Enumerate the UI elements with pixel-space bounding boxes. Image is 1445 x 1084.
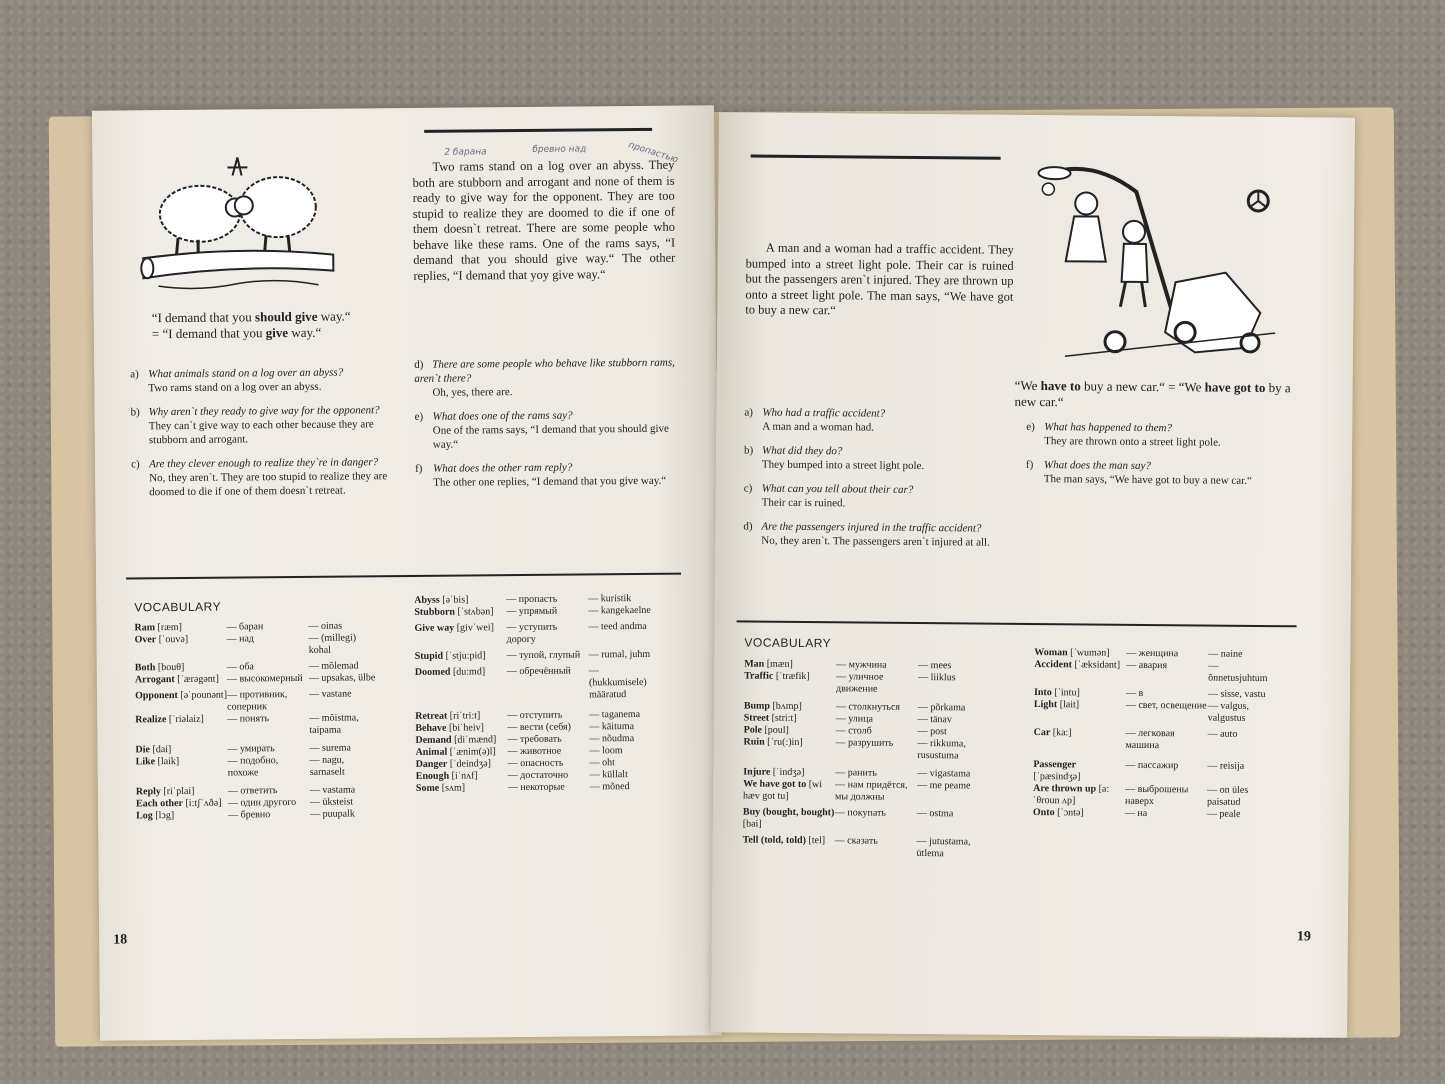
vocab-transcription: [əˈbis] <box>442 594 469 606</box>
vocab-estonian: — (hukkumisele) määratud <box>588 665 647 701</box>
vocab-transcription: [poul] <box>764 724 789 736</box>
man-icon <box>1123 221 1145 243</box>
vocab-row <box>415 665 690 703</box>
vocab-russian: — легковая машина <box>1125 727 1175 752</box>
vocab-estonian: — õnnetusjuhtum <box>1208 660 1268 685</box>
qa-answer: A man and a woman had. <box>762 420 875 434</box>
vocab-estonian: — kangekaelne <box>588 604 651 617</box>
vocab-estonian: — küllalt <box>589 769 628 781</box>
woman-icon <box>1075 192 1097 214</box>
vocab-word: Ruin <box>743 736 765 748</box>
qa-answer: Two rams stand on a log over an abyss. <box>148 380 322 395</box>
vocab-word: Car <box>1033 727 1051 739</box>
left-vocab-col-1 <box>134 620 411 822</box>
vocab-russian: — высокомерный <box>226 672 303 685</box>
vocab-russian: — пассажир <box>1125 759 1179 772</box>
vocab-estonian: — on üles paisatud <box>1206 784 1249 808</box>
vocab-russian: — достаточно <box>507 769 569 782</box>
rams-illustration <box>137 145 338 297</box>
vocab-russian: — выброшены наверх <box>1124 783 1189 808</box>
qa-label: f) <box>1025 458 1034 471</box>
vocab-rule <box>126 573 681 580</box>
vocab-row <box>136 808 411 822</box>
vocab-row <box>135 688 410 714</box>
vocab-word: Over <box>134 634 157 646</box>
vocab-estonian: — käituma <box>589 721 635 733</box>
vocab-word: Arrogant <box>134 674 175 686</box>
qa-item <box>744 443 1014 473</box>
vocab-transcription: [ˈwumən] <box>1070 647 1110 659</box>
vocab-russian: — один другого <box>227 796 297 809</box>
qa-question: What can you tell about their car? <box>761 482 914 496</box>
vocab-word: Traffic <box>744 670 774 682</box>
vocab-russian: — над <box>226 633 255 645</box>
vocab-transcription: [ˈɔntə] <box>1057 807 1084 819</box>
vocab-title: VOCABULARY <box>134 599 222 615</box>
vocab-row <box>743 736 1018 762</box>
vocab-russian: — упрямый <box>506 605 558 618</box>
vocab-russian: — ранить <box>835 767 877 779</box>
vocab-row <box>744 670 1019 696</box>
qa-label: b) <box>744 444 754 457</box>
vocab-row <box>1033 759 1323 786</box>
vocab-russian: — в <box>1125 687 1144 699</box>
vocab-russian: — подобно, похоже <box>227 755 279 779</box>
qa-answer: No, they aren`t. They are too stupid to realize they are doomed to die if one of them doesn`t retreat. <box>149 470 388 499</box>
qa-answer: Their car is ruined. <box>761 496 846 510</box>
qa-item <box>743 519 1013 549</box>
caption-text: by a new car.“ <box>1014 380 1291 410</box>
vocab-word: Die <box>135 744 151 756</box>
right-caption <box>1014 378 1299 412</box>
vocab-estonian: — ostma <box>916 807 954 820</box>
vocab-estonian: — jutustama, ütlema <box>916 835 971 860</box>
vocab-transcription: [ka:] <box>1052 727 1072 739</box>
page-number: 18 <box>113 932 128 948</box>
vocab-estonian: — põrkama <box>917 702 966 714</box>
left-qa-column-2 <box>414 356 685 500</box>
handwritten-note: пропастью <box>627 140 680 166</box>
vocab-estonian: — vigastama <box>917 767 971 780</box>
vocab-transcription: [ˈriəlaiz] <box>168 713 204 726</box>
vocab-transcription: [ˈærəgənt] <box>177 673 219 686</box>
vocab-row <box>1034 699 1324 726</box>
vocab-word: Enough <box>415 770 450 782</box>
vocab-estonian: — taganema <box>589 708 641 721</box>
vocab-transcription: [ˈæksidənt] <box>1074 659 1121 671</box>
vocab-estonian: — naine <box>1208 648 1243 660</box>
vocab-transcription: [a: ˈθroun ʌp] <box>1032 783 1110 807</box>
vocab-row <box>415 649 690 663</box>
qa-question: What does one of the rams say? <box>432 409 573 423</box>
vocab-transcription: [ˈstju:pid] <box>445 650 486 662</box>
vocab-row <box>416 781 691 795</box>
qa-item <box>415 460 685 490</box>
vocab-row <box>135 672 410 686</box>
qa-item <box>1026 458 1296 488</box>
vocab-estonian: — surema <box>309 742 351 754</box>
vocab-russian: — свет, освещение <box>1125 699 1207 712</box>
qa-question: What has happened to them? <box>1044 421 1173 435</box>
vocab-russian: — противник, соперник <box>227 689 288 713</box>
qa-question: Who had a traffic accident? <box>762 406 886 420</box>
left-caption <box>152 308 392 342</box>
right-qa-column-1 <box>743 405 1014 559</box>
qa-answer: They can`t give way to each other because they are stubborn and arrogant. <box>148 418 374 447</box>
vocab-russian: — тупой, глупый <box>506 649 581 662</box>
vocab-russian: — покупать <box>834 807 886 819</box>
vocab-estonian: — mõlemad <box>308 660 359 672</box>
vocab-word: Animal <box>415 746 448 758</box>
vocab-transcription: [iˈnʌf] <box>451 770 478 782</box>
qa-answer: The man says, “We have got to buy a new car.“ <box>1043 473 1252 487</box>
vocab-russian: — оба <box>226 661 254 673</box>
left-story <box>412 158 675 284</box>
vocab-word: Give way <box>414 622 455 634</box>
vocab-transcription: [ˈouvə] <box>158 633 189 646</box>
caption-bold: have got to <box>1204 379 1266 396</box>
vocab-word: Are thrown up <box>1033 783 1097 795</box>
vocab-word: Street <box>743 712 770 724</box>
vocab-row <box>743 806 1018 832</box>
vocab-transcription: [ˈstʌbən] <box>457 606 494 618</box>
vocab-russian: — улица <box>835 713 873 725</box>
vocab-russian: — понять <box>227 713 270 725</box>
vocab-word: Demand <box>415 734 452 746</box>
vocab-row <box>743 778 1018 804</box>
qa-item <box>1026 420 1296 450</box>
vocab-word: Opponent <box>135 690 178 702</box>
vocab-russian: — отступить <box>507 709 563 722</box>
vocab-estonian: — post <box>917 725 947 738</box>
vocab-row <box>135 712 410 738</box>
left-page <box>92 105 722 1040</box>
qa-label: c) <box>743 482 753 495</box>
vocab-estonian: — teed andma <box>588 620 647 633</box>
qa-answer: Oh, yes, there are. <box>432 386 513 399</box>
vocab-word: Ram <box>134 622 156 634</box>
vocab-transcription: [ræm] <box>157 621 183 634</box>
qa-label: e) <box>414 410 424 423</box>
vocab-russian: — баран <box>226 621 264 633</box>
qa-question: Why aren`t they ready to give way for the opponent? <box>148 404 380 419</box>
qa-label: d) <box>414 358 424 371</box>
caption-text: buy a new car.“ = “We <box>1080 378 1205 395</box>
top-rule <box>424 128 652 133</box>
qa-answer: One of the rams says, “I demand that you should give way.“ <box>432 422 669 451</box>
vocab-transcription: [bai] <box>742 818 762 830</box>
vocab-row <box>1033 783 1323 810</box>
vocab-estonian: — rikkuma, rusustuma <box>917 737 966 762</box>
vocab-transcription: [bouθ] <box>157 661 185 674</box>
vocab-transcription: [ˈintu] <box>1054 687 1080 699</box>
vocab-russian: — мужчина <box>836 659 887 671</box>
vocab-word: Realize <box>135 714 167 726</box>
vocab-estonian: — (millegi) kohal <box>308 632 357 656</box>
vocab-word: Injure <box>743 766 771 778</box>
vocab-russian: — ответить <box>227 785 278 797</box>
vocab-estonian: — üksteist <box>309 796 354 808</box>
qa-label: d) <box>743 520 753 533</box>
vocab-transcription: [ˈænim(ə)l] <box>449 746 496 758</box>
vocab-russian: — разрушить <box>835 737 894 749</box>
qa-item <box>131 403 401 447</box>
vocab-estonian: — kuristik <box>588 593 632 605</box>
vocab-estonian: — vastama <box>309 784 356 796</box>
vocab-rule <box>737 620 1297 627</box>
caption-text: way.“ <box>288 324 322 341</box>
qa-label: c) <box>130 458 140 471</box>
vocab-estonian: — nõudma <box>589 733 635 745</box>
qa-question: Are the passengers injured in the traffic accident? <box>761 520 982 535</box>
handwritten-note: 2 барана <box>444 147 487 158</box>
qa-answer: They bumped into a street light pole. <box>761 458 925 473</box>
qa-label: a) <box>744 406 754 419</box>
vocab-word: We have got to <box>743 778 807 791</box>
vocab-transcription: [mæn] <box>766 658 793 670</box>
right-story <box>745 240 1014 320</box>
qa-label: b) <box>130 406 140 419</box>
qa-answer: The other one replies, “I demand that you give way.“ <box>433 474 667 489</box>
vocab-russian: — животное <box>507 745 562 758</box>
vocab-transcription: [ˈindʒə] <box>772 766 805 779</box>
vocab-row <box>414 621 689 647</box>
vocab-russian: — на <box>1124 807 1148 820</box>
vocab-estonian: — puupalk <box>310 808 355 820</box>
vocab-word: Both <box>134 662 156 674</box>
vocab-word: Passenger <box>1033 759 1077 771</box>
vocab-estonian: — oht <box>589 757 615 769</box>
vocab-word: Danger <box>415 758 448 770</box>
vocab-word: Some <box>415 782 440 794</box>
vocab-russian: — столкнуться <box>835 701 901 713</box>
vocab-row <box>1034 659 1324 686</box>
caption-bold: give <box>265 325 289 341</box>
vocab-word: Reply <box>135 786 161 798</box>
vocab-transcription: [diˈmænd] <box>454 734 497 746</box>
vocab-transcription: [laik] <box>157 755 180 768</box>
vocab-transcription: [riˈplai] <box>163 785 195 798</box>
vocab-word: Accident <box>1034 659 1073 671</box>
vocab-word: Stupid <box>414 650 444 662</box>
vocab-transcription: [wi hæv got tu] <box>743 779 823 802</box>
caption-text: “We <box>1014 377 1041 394</box>
vocab-russian: — столб <box>835 725 872 737</box>
vocab-russian: — опасность <box>507 757 564 770</box>
caption-bold: have to <box>1040 378 1081 394</box>
qa-question: Are they clever enough to realize they`re in danger? <box>148 456 379 471</box>
vocab-word: Log <box>136 810 153 822</box>
vocab-estonian: — mees <box>918 660 952 672</box>
vocab-estonian: — rumal, juhm <box>588 648 651 661</box>
accident-illustration <box>1025 161 1287 373</box>
vocab-estonian: — vastane <box>309 688 352 700</box>
right-vocab-col-2 <box>1033 647 1324 822</box>
qa-item <box>415 408 685 452</box>
vocab-row <box>1033 807 1323 822</box>
vocab-word: Light <box>1033 699 1058 711</box>
vocab-word: Pole <box>743 724 763 736</box>
vocab-transcription: [sʌm] <box>441 782 466 794</box>
vocab-russian: — уступить дорогу <box>506 621 558 646</box>
vocab-row <box>135 632 410 658</box>
vocab-transcription: [lait] <box>1059 699 1080 711</box>
vocab-russian: — уличное движение <box>835 671 884 695</box>
qa-label: e) <box>1026 420 1035 434</box>
vocab-russian: — нам придётся, мы должны <box>835 779 908 803</box>
vocab-russian: — требовать <box>507 733 562 746</box>
page-number: 19 <box>1296 929 1311 945</box>
vocab-russian: — вести (себя) <box>507 721 572 734</box>
vocab-word: Woman <box>1034 647 1068 659</box>
vocab-estonian: — nagu, sarnaselt <box>309 754 345 778</box>
vocab-russian: — некоторые <box>507 781 565 794</box>
vocab-transcription: [biˈheiv] <box>448 722 485 734</box>
vocab-estonian: — valgus, valgustus <box>1207 700 1250 724</box>
qa-item <box>130 365 400 395</box>
vocab-word: Into <box>1033 687 1052 699</box>
vocab-estonian: — liiklus <box>918 672 956 684</box>
vocab-transcription: [givˈwei] <box>456 622 494 634</box>
vocab-transcription: [tel] <box>808 835 826 847</box>
vocab-row <box>743 834 1018 860</box>
vocab-transcription: [lɔg] <box>155 810 175 822</box>
vocab-word: Man <box>744 658 765 670</box>
vocab-title: VOCABULARY <box>744 635 832 651</box>
vocab-word: Onto <box>1032 807 1055 819</box>
qa-item <box>131 455 401 499</box>
vocab-russian: — сказать <box>834 835 878 847</box>
vocab-word: Doomed <box>414 666 451 678</box>
qa-item <box>414 356 684 400</box>
vocab-row <box>1033 727 1323 754</box>
vocab-estonian: — loom <box>589 745 623 757</box>
qa-answer: No, they aren`t. The passengers aren`t injured at all. <box>761 534 990 549</box>
right-page <box>711 112 1355 1038</box>
vocab-russian: — умирать <box>227 743 275 755</box>
vocab-estonian: — peale <box>1206 808 1241 820</box>
log-icon <box>143 250 333 278</box>
vocab-transcription: [du:md] <box>452 666 486 678</box>
right-vocab-col-1 <box>743 658 1020 860</box>
vocab-russian: — женщина <box>1126 647 1179 660</box>
vocab-estonian: — reisija <box>1207 760 1245 772</box>
vocab-transcription: [riˈtri:t] <box>449 710 481 722</box>
qa-question: What animals stand on a log over an abyss? <box>148 366 344 381</box>
vocab-transcription: [ˈtræfik] <box>775 670 810 683</box>
qa-answer: They are thrown onto a street light pole. <box>1044 435 1221 449</box>
vocab-word: Retreat <box>415 710 448 722</box>
story-paragraph: Two rams stand on a log over an abyss. They both are stubborn and arrogant and none of them is ready to give way for the opponent. They are too stupid to realize they are doomed to die if one of them doesn`t retreat. There are some people who behave like these rams. One of the rams says, “I demand that you should give way.“ The other replies, “I demand that yoy give way.“ <box>412 157 676 283</box>
vocab-russian: — бревно <box>228 809 271 821</box>
qa-question: What does the other ram reply? <box>433 461 573 475</box>
caption-bold: should give <box>254 308 318 325</box>
handwritten-note: бревно над <box>532 144 587 155</box>
qa-label: f) <box>415 462 423 475</box>
caption-text: way.“ <box>317 308 351 324</box>
vocab-word: Buy (bought, bought) <box>742 806 835 819</box>
vocab-estonian: — sisse, vastu <box>1207 688 1266 701</box>
vocab-row <box>136 754 411 780</box>
vocab-transcription: [bʌmp] <box>772 700 802 712</box>
vocab-estonian: — upsakas, ülbe <box>308 672 376 684</box>
vocab-transcription: [ˈru(:)in] <box>767 736 803 748</box>
qa-question: What does the man say? <box>1043 459 1151 473</box>
left-qa-column-1 <box>130 365 401 509</box>
vocab-word: Tell (told, told) <box>742 834 806 847</box>
story-paragraph: A man and a woman had a traffic accident. They bumped into a street light pole. Their car is ruined but the passengers aren`t injured. They are thrown up onto a street light pole. The man says, “We have got to buy a new car.“ <box>745 240 1014 318</box>
vocab-transcription: [əˈpounənt] <box>180 689 228 701</box>
vocab-estonian: — mõned <box>589 781 630 793</box>
vocab-word: Each other <box>135 797 184 810</box>
qa-item <box>744 405 1014 435</box>
vocab-word: Stubborn <box>414 606 455 618</box>
caption-text: “I demand that you <box>151 309 256 326</box>
vocab-estonian: — mõistma, taipama <box>309 712 359 736</box>
vocab-transcription: [ˈpæsindʒə] <box>1033 771 1081 783</box>
vocab-estonian: — me peame <box>917 779 971 792</box>
right-qa-column-2 <box>1026 420 1297 498</box>
vocab-word: Bump <box>743 700 771 712</box>
qa-label: a) <box>130 368 139 381</box>
top-rule <box>751 155 1001 160</box>
vocab-estonian: — tänav <box>917 713 952 726</box>
vocab-transcription: [stri:t] <box>771 712 797 724</box>
qa-item <box>744 481 1014 511</box>
qa-question: What did they do? <box>762 444 843 458</box>
vocab-word: Abyss <box>414 594 440 606</box>
vocab-transcription: [ˈdeindʒə] <box>449 758 491 770</box>
vocab-word: Like <box>135 756 156 768</box>
vocab-estonian: — oinas <box>308 620 343 632</box>
vocab-word: Behave <box>415 722 447 734</box>
qa-question: There are some people who behave like stubborn rams, aren`t there? <box>414 356 675 385</box>
left-vocab-col-2 <box>414 593 691 795</box>
vocab-row <box>414 605 689 619</box>
caption-text: = “I demand that you <box>151 325 266 342</box>
vocab-transcription: [dai] <box>152 744 172 756</box>
vocab-russian: — пропасть <box>506 593 558 606</box>
vocab-estonian: — auto <box>1207 728 1238 740</box>
vocab-russian: — обречённый <box>506 665 571 678</box>
vocab-russian: — авария <box>1126 659 1168 672</box>
vocab-transcription: [i:tʃˈʌðə] <box>185 797 222 809</box>
